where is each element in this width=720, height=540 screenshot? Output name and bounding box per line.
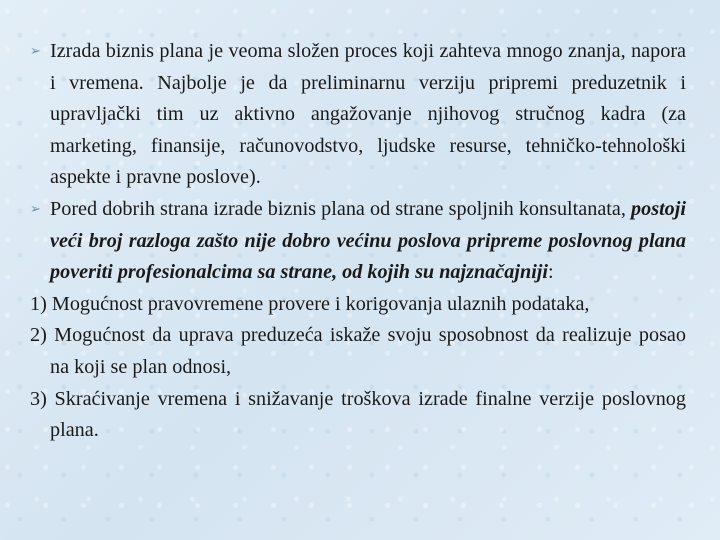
arrow-bullet-icon: ➢ <box>30 44 41 59</box>
paragraph-2-text: Pored dobrih strana izrade biznis plana od strane spoljnih konsultanata, <box>50 197 632 220</box>
numbered-item-3: 3) Skraćivanje vremena i snižavanje troškova izrade finalne verzije poslovnog plana. <box>30 387 686 442</box>
paragraph-2-colon: : <box>548 261 554 284</box>
numbered-item-1: 1) Mogućnost pravovremene provere i korigovanja ulaznih podataka, <box>30 292 590 315</box>
bullet-paragraph-2 <box>30 194 686 289</box>
paragraph-2-emphasis: postoji veći broj razloga zašto nije dobro većinu poslova pripreme poslovnog plana poveriti profesionalcima sa strane, od kojih su najznačajniji <box>50 197 686 284</box>
bullet-paragraph-1 <box>30 36 686 194</box>
paragraph-1-text: Izrada biznis plana je veoma složen proces koji zahteva mnogo znanja, napora i vremena. Najbolje je da preliminarnu verziju pripremi preduzetnik i upravljački tim uz aktivno angažovanje njihovog stručnog kadra (za marketing, finansije, računovodstvo, ljudske resurse, tehničko-tehnološki aspekte i pravne poslove). <box>50 40 686 189</box>
numbered-item-2: 2) Mogućnost da uprava preduzeća iskaže svoju sposobnost da realizuje posao na koji se plan odnosi, <box>30 324 686 378</box>
slide-content <box>30 36 686 447</box>
arrow-bullet-icon: ➢ <box>30 201 41 217</box>
